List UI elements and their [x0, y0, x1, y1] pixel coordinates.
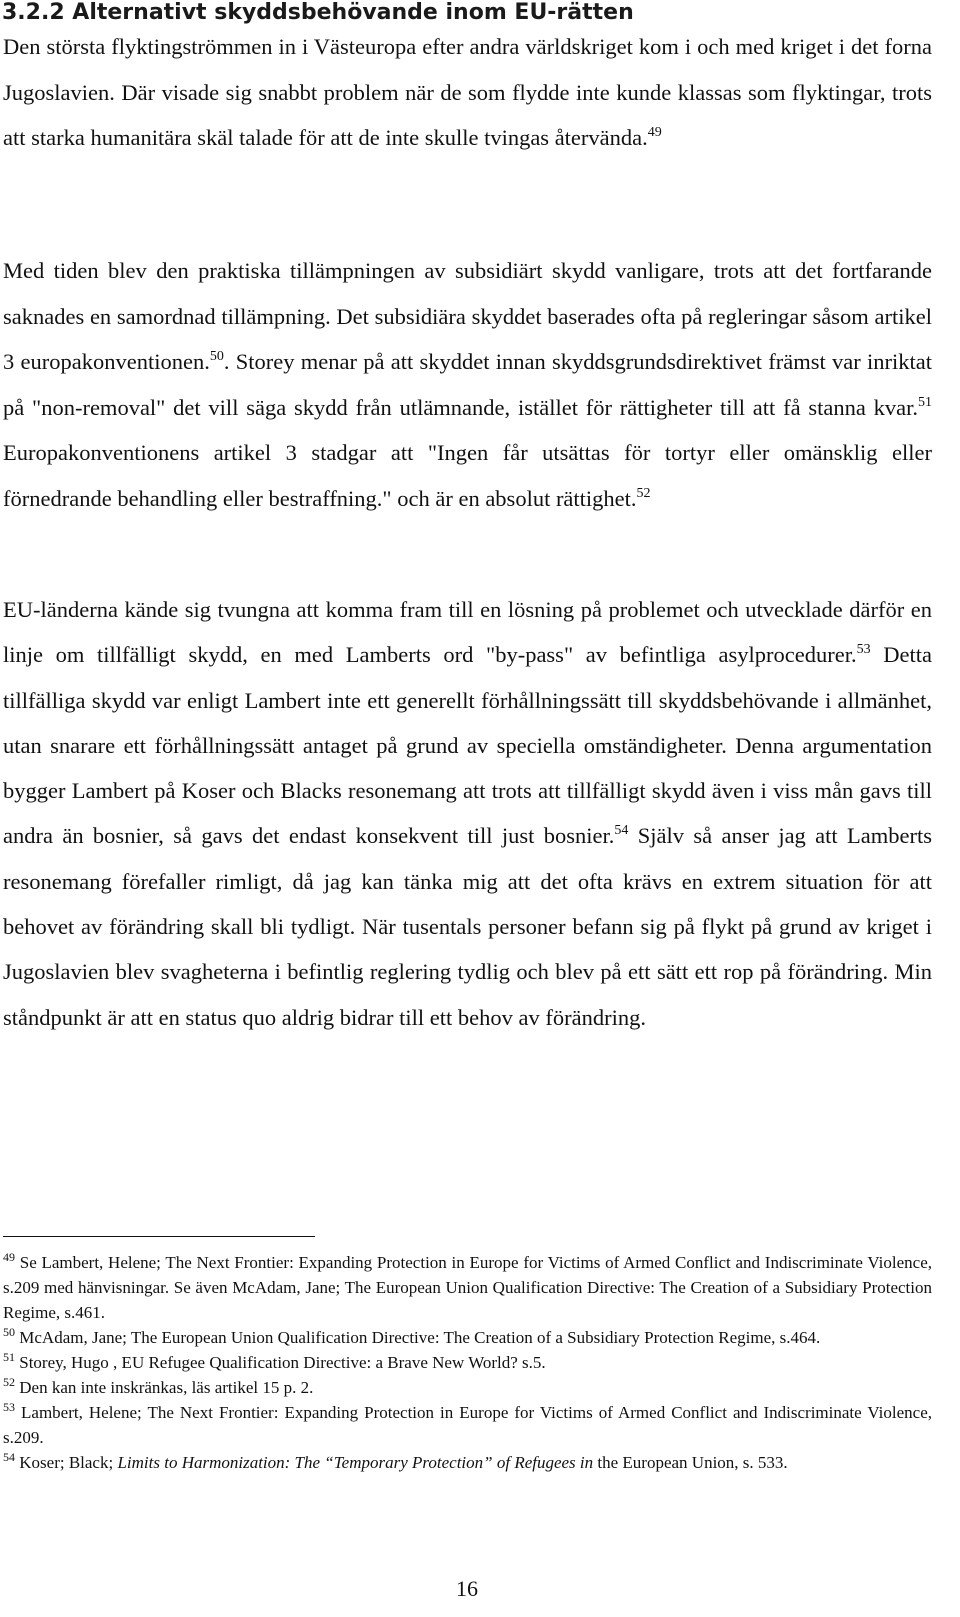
paragraph-1	[3, 24, 932, 161]
footnote-title-italic: Limits to Harmonization: The “Temporary Protection” of Refugees in	[117, 1453, 594, 1472]
section-heading: 3.2.2 Alternativt skyddsbehövande inom EU-rätten	[2, 0, 634, 25]
footnote-ref[interactable]: 52	[636, 485, 651, 501]
page-number: 16	[456, 1576, 478, 1601]
footnote-51	[3, 1350, 932, 1375]
footnote-49	[3, 1250, 932, 1325]
footnote-52	[3, 1375, 932, 1400]
footnote-number: 54	[3, 1450, 15, 1464]
footnote-ref[interactable]: 53	[856, 642, 871, 658]
paragraph-text: Den största flyktingströmmen in i Västeuropa efter andra världskriget kom i och med kriget i det forna Jugoslavien. Där visade sig snabbt problem när de som flydde inte kunde klassas som flyktingar, trots att starka humanitära skäl talade för att de inte skulle tvingas återvända.	[3, 34, 932, 151]
paragraph-text: EU-länderna kände sig tvungna att komma fram till en lösning på problemet och utvecklade därför en linje om tillfälligt skydd, en med Lamberts ord "by-pass" av befintliga asylprocedurer.	[3, 597, 932, 668]
paragraph-text: . Storey menar på att skyddet innan skyddsgrundsdirektivet främst var inriktat på "non-removal" det vill säga skydd från utlämnande, istället för rättigheter till att få stanna kvar.	[3, 349, 932, 420]
paragraph-2	[3, 248, 932, 522]
footnote-ref[interactable]: 49	[647, 125, 662, 141]
footnote-number: 52	[3, 1375, 15, 1389]
footnote-number: 53	[3, 1400, 15, 1414]
footnote-separator	[3, 1236, 315, 1237]
paragraph-text: Europakonventionens artikel 3 stadgar att "Ingen får utsättas för tortyr eller omänsklig eller förnedrande behandling eller bestraffning." och är en absolut rättighet.	[3, 440, 932, 511]
footnote-text: McAdam, Jane; The European Union Qualification Directive: The Creation of a Subsidiary Protection Regime, s.464.	[15, 1328, 821, 1347]
paragraph-text: Själv så anser jag att Lamberts resonemang förefaller rimligt, då jag kan tänka mig att det ofta krävs en extrem situation för att behovet av förändring skall bli tydligt. När tusentals personer befann sig på flykt på grund av kriget i Jugoslavien blev svagheterna i befintlig reglering tydlig och blev på ett sätt ett rop på förändring. Min ståndpunkt är att en status quo aldrig bidrar till ett behov av förändring.	[3, 823, 932, 1030]
footnote-ref[interactable]: 50	[209, 349, 224, 365]
footnote-text: Den kan inte inskränkas, läs artikel 15 p. 2.	[15, 1378, 314, 1397]
footnote-number: 49	[3, 1250, 15, 1264]
footnote-number: 50	[3, 1325, 15, 1339]
paragraph-text: Med tiden blev den praktiska tillämpningen av subsidiärt skydd vanligare, trots att det fortfarande saknades en samordnad tillämpning. Det subsidiära skyddet baserades ofta på regleringar såsom artikel 3 europakonventionen.	[3, 258, 932, 375]
footnote-ref[interactable]: 54	[614, 823, 629, 839]
footnotes	[3, 1250, 932, 1475]
footnote-text: Koser; Black;	[15, 1453, 118, 1472]
footnote-text: Lambert, Helene; The Next Frontier: Expanding Protection in Europe for Victims of Armed Conflict and Indiscriminate Violence, s.209.	[3, 1403, 932, 1447]
footnote-number: 51	[3, 1350, 15, 1364]
footnote-54	[3, 1450, 932, 1475]
footnote-text: the European Union, s. 533.	[593, 1453, 788, 1472]
footnote-text: Se Lambert, Helene; The Next Frontier: Expanding Protection in Europe for Victims of Armed Conflict and Indiscriminate Violence, s.209 med hänvisningar. Se även McAdam, Jane; The European Union Qualification Directive: The Creation of a Subsidiary Protection Regime, s.461.	[3, 1253, 932, 1322]
paragraph-3	[3, 587, 932, 1040]
footnote-50	[3, 1325, 932, 1350]
footnote-53	[3, 1400, 932, 1450]
paragraph-text: Detta tillfälliga skydd var enligt Lambert inte ett generellt förhållningssätt till skyddsbehövande i allmänhet, utan snarare ett förhållningssätt antaget på grund av speciella omständigheter. Denna argumentation bygger Lambert på Koser och Blacks resonemang att trots att tillfälligt skydd även i viss mån gavs till andra än bosnier, så gavs det endast konsekvent till just bosnier.	[3, 642, 932, 849]
footnote-ref[interactable]: 51	[918, 394, 932, 410]
footnote-text: Storey, Hugo , EU Refugee Qualification Directive: a Brave New World? s.5.	[15, 1353, 546, 1372]
